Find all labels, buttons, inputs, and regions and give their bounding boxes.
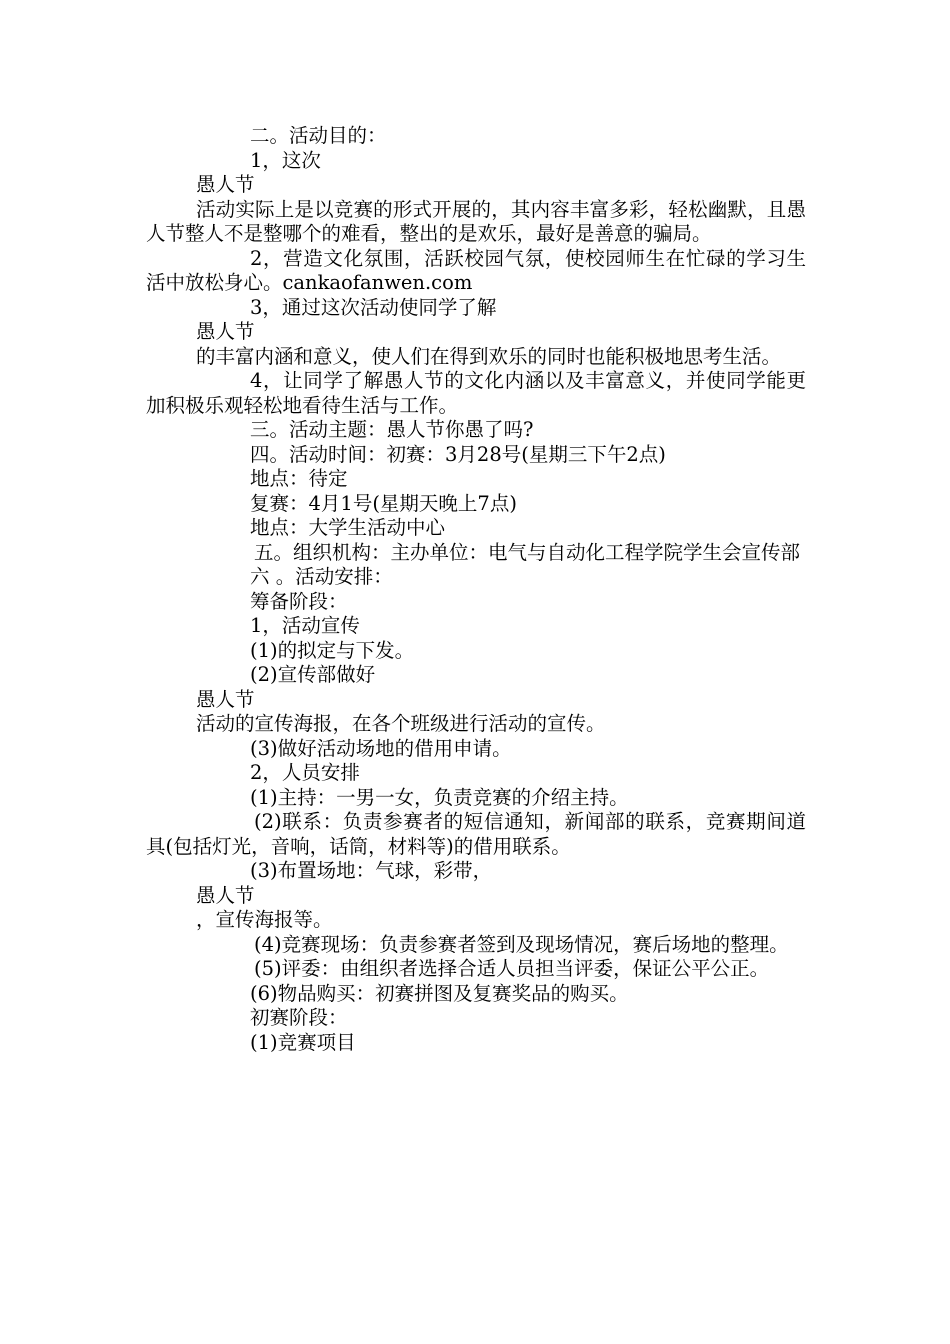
- paragraph: 活动实际上是以竞赛的形式开展的，其内容丰富多彩，轻松幽默，且愚人节整人不是整哪个的难看，整出的是欢乐，最好是善意的骗局。: [146, 197, 806, 245]
- text-line: 1，活动宣传: [250, 614, 360, 637]
- text-line: (1)的拟定与下发。: [250, 638, 415, 662]
- section-heading-purpose: 二。活动目的：: [250, 124, 387, 147]
- paragraph: (5)评委：由组织者选择合适人员担当评委，保证公平公正。: [254, 957, 770, 980]
- text-line: 愚人节: [196, 320, 255, 343]
- text-line: 2，人员安排: [250, 761, 360, 784]
- section-heading-arrangement: 六 。活动安排：: [250, 565, 393, 588]
- text-line: 地点：待定: [250, 467, 348, 490]
- text-line: (1)竞赛项目: [250, 1030, 356, 1054]
- document-body: [146, 124, 806, 1055]
- text-line: 地点：大学生活动中心: [250, 516, 446, 539]
- text-line: 筹备阶段：: [250, 589, 348, 613]
- text-line: (1)主持：一男一女，负责竞赛的介绍主持。: [250, 785, 629, 809]
- text-line: 愚人节: [196, 173, 255, 196]
- paragraph: (4)竞赛现场：负责参赛者签到及现场情况，赛后场地的整理。: [254, 932, 789, 956]
- text-line: (3)布置场地：气球，彩带，: [250, 859, 493, 882]
- text-line: (3)做好活动场地的借用申请。: [250, 736, 512, 760]
- section-heading-organization: 五。组织机构：主办单位：电气与自动化工程学院学生会宣传部: [254, 540, 801, 564]
- text-line: 活动的宣传海报，在各个班级进行活动的宣传。: [196, 712, 606, 735]
- text-line: 1，这次: [250, 148, 321, 172]
- section-heading-theme: 三。活动主题：愚人节你愚了吗?: [250, 418, 534, 441]
- section-heading-time: 四。活动时间：初赛：3月28号(星期三下午2点): [250, 442, 666, 466]
- text-line: 3，通过这次活动使同学了解: [250, 295, 497, 319]
- text-line: 复赛：4月1号(星期天晚上7点): [250, 491, 517, 515]
- text-line: 愚人节: [196, 687, 255, 711]
- paragraph: 2，营造文化氛围，活跃校园气氛，使校园师生在忙碌的学习生活中放松身心。cankaofanwen.com: [146, 246, 806, 294]
- text-line: 愚人节: [196, 883, 255, 907]
- paragraph: 的丰富内涵和意义，使人们在得到欢乐的同时也能积极地思考生活。: [196, 344, 782, 368]
- paragraph: 4，让同学了解愚人节的文化内涵以及丰富意义，并使同学能更加积极乐观轻松地看待生活与工作。: [146, 369, 806, 417]
- text-line: ，宣传海报等。: [196, 908, 333, 931]
- text-line: (2)宣传部做好: [250, 663, 376, 686]
- text-line: 初赛阶段：: [250, 1006, 348, 1029]
- text-line: (6)物品购买：初赛拼图及复赛奖品的购买。: [250, 981, 629, 1005]
- paragraph: (2)联系：负责参赛者的短信通知，新闻部的联系，竞赛期间道具(包括灯光，音响，话筒，材料等)的借用联系。: [146, 810, 806, 858]
